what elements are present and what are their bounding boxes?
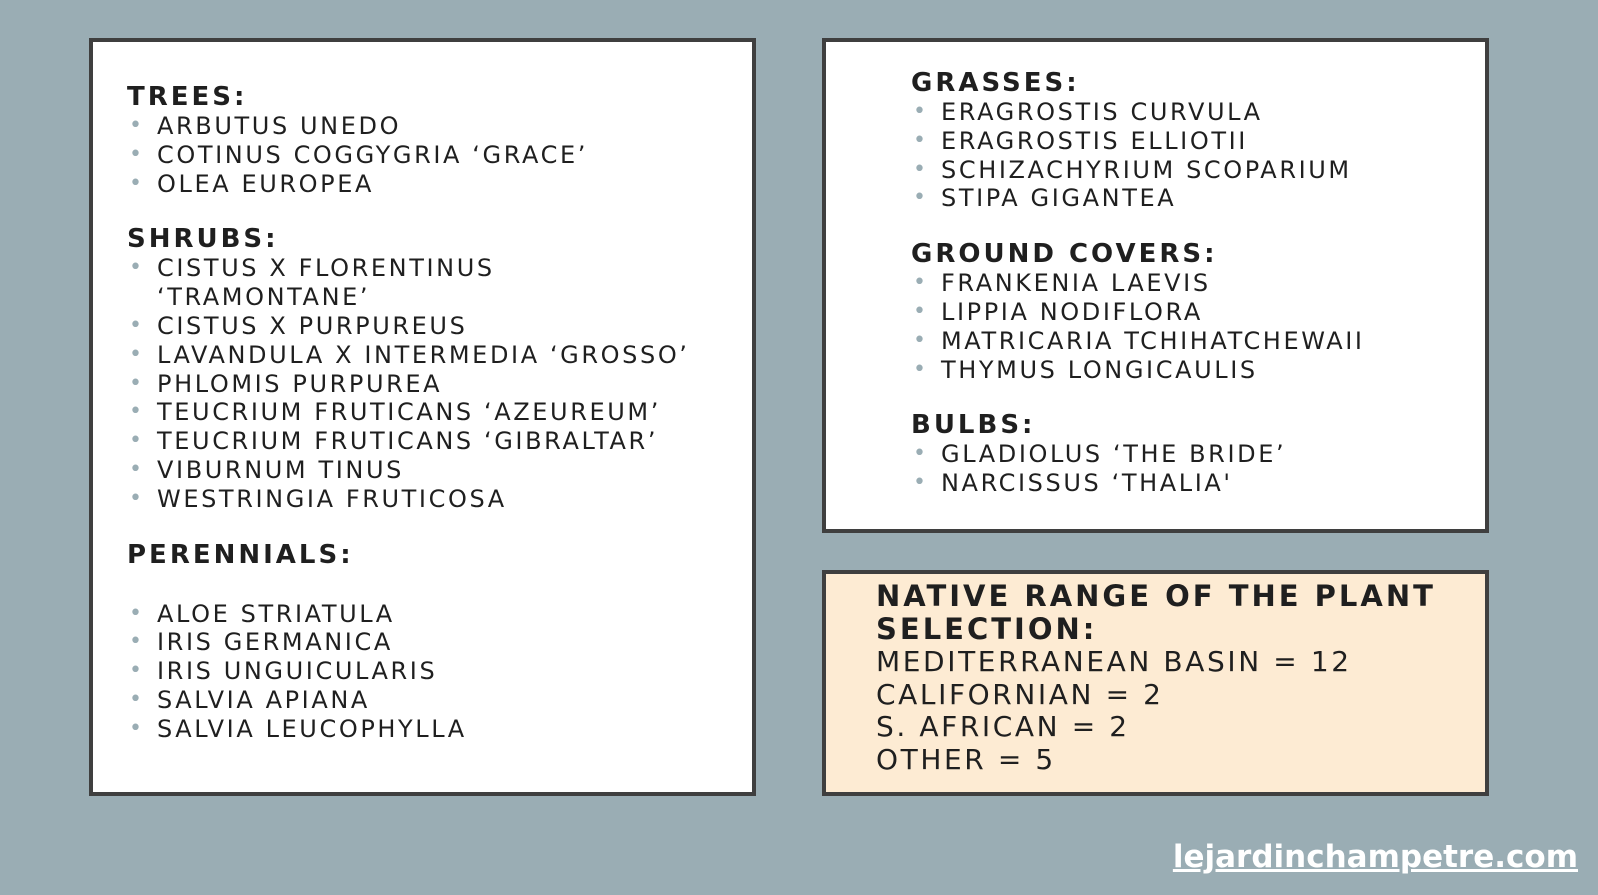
list-item: • NARCISSUS ‘THALIA' (913, 469, 1233, 498)
list-item: • SALVIA APIANA (129, 685, 370, 714)
bullet-icon: • (129, 141, 145, 167)
list-item: • TEUCRIUM FRUTICANS ‘GIBRALTAR’ (129, 427, 659, 456)
bullet-icon: • (129, 456, 145, 482)
trees-list (127, 112, 747, 198)
bullet-icon: • (129, 312, 145, 338)
list-item: • LIPPIA NODIFLORA (913, 297, 1203, 326)
list-item: • COTINUS COGGYGRIA ‘GRACE’ (129, 140, 588, 169)
list-item: • VIBURNUM TINUS (129, 455, 404, 484)
right-plant-list-panel (822, 38, 1489, 533)
bulbs-list (911, 440, 1481, 498)
bullet-icon: • (913, 470, 929, 496)
native-range-californian: CALIFORNIAN = 2 (876, 677, 1164, 711)
list-item: • WESTRINGIA FRUTICOSA (129, 484, 507, 513)
bullet-icon: • (913, 441, 929, 467)
list-item: • FRANKENIA LAEVIS (913, 269, 1211, 298)
bullet-icon: • (913, 127, 929, 153)
trees-heading: TREES: (127, 82, 248, 112)
bullet-icon: • (913, 156, 929, 182)
list-item: • ALOE STRIATULA (129, 599, 395, 628)
bullet-icon: • (913, 185, 929, 211)
perennials-list (127, 600, 747, 744)
native-range-other: OTHER = 5 (876, 742, 1056, 776)
bullet-icon: • (129, 255, 145, 281)
list-item: • CISTUS X PURPUREUS (129, 311, 468, 340)
bullet-icon: • (129, 600, 145, 626)
bullet-icon: • (913, 298, 929, 324)
native-range-s-african: S. AFRICAN = 2 (876, 710, 1130, 743)
list-item: • ERAGROSTIS ELLIOTII (913, 126, 1248, 155)
bullet-icon: • (129, 629, 145, 655)
bullet-icon: • (129, 658, 145, 684)
bullet-icon: • (913, 270, 929, 296)
list-item: • PHLOMIS PURPUREA (129, 369, 443, 398)
list-item: • ERAGROSTIS CURVULA (913, 98, 1263, 126)
bullet-icon: • (129, 715, 145, 741)
bulbs-heading: BULBS: (911, 410, 1036, 441)
bullet-icon: • (129, 399, 145, 425)
list-item: • MATRICARIA TCHIHATCHEWAII (913, 326, 1365, 355)
native-range-heading: NATIVE RANGE OF THE PLANT SELECTION: (876, 579, 1436, 646)
ground-covers-heading: GROUND COVERS: (911, 239, 1218, 270)
list-item: • SCHIZACHYRIUM SCOPARIUM (913, 155, 1352, 184)
grasses-heading: GRASSES: (911, 68, 1080, 98)
list-item: • IRIS UNGUICULARIS (129, 657, 438, 686)
list-item: • TEUCRIUM FRUTICANS ‘AZEUREUM’ (129, 398, 661, 427)
list-item: • THYMUS LONGICAULIS (913, 355, 1258, 384)
left-plant-list-panel (89, 38, 756, 796)
bullet-icon: • (129, 428, 145, 454)
bullet-icon: • (913, 356, 929, 382)
grasses-list (911, 98, 1481, 213)
ground-covers-list (911, 269, 1481, 384)
perennials-heading: PERENNIALS: (127, 539, 354, 570)
bullet-icon: • (129, 113, 145, 138)
shrubs-heading: SHRUBS: (127, 224, 279, 255)
list-item: • GLADIOLUS ‘THE BRIDE’ (913, 440, 1287, 469)
list-item: • IRIS GERMANICA (129, 628, 393, 657)
list-item: • CISTUS X FLORENTINUS ‘TRAMONTANE’ (129, 254, 495, 312)
bullet-icon: • (129, 170, 145, 196)
list-item: • SALVIA LEUCOPHYLLA (129, 714, 467, 743)
bullet-icon: • (913, 99, 929, 124)
list-item: • LAVANDULA X INTERMEDIA ‘GROSSO’ (129, 340, 690, 369)
bullet-icon: • (129, 686, 145, 712)
list-item: • OLEA EUROPEA (129, 169, 375, 198)
native-range-mediterranean: MEDITERRANEAN BASIN = 12 (876, 645, 1352, 678)
bullet-icon: • (129, 485, 145, 511)
native-range-panel (822, 570, 1489, 796)
bullet-icon: • (129, 370, 145, 396)
shrubs-list (127, 254, 747, 513)
bullet-icon: • (913, 327, 929, 353)
website-link[interactable]: lejardinchampetre.com (1172, 839, 1578, 875)
list-item: • STIPA GIGANTEA (913, 184, 1177, 213)
bullet-icon: • (129, 341, 145, 367)
list-item: • ARBUTUS UNEDO (129, 112, 402, 140)
